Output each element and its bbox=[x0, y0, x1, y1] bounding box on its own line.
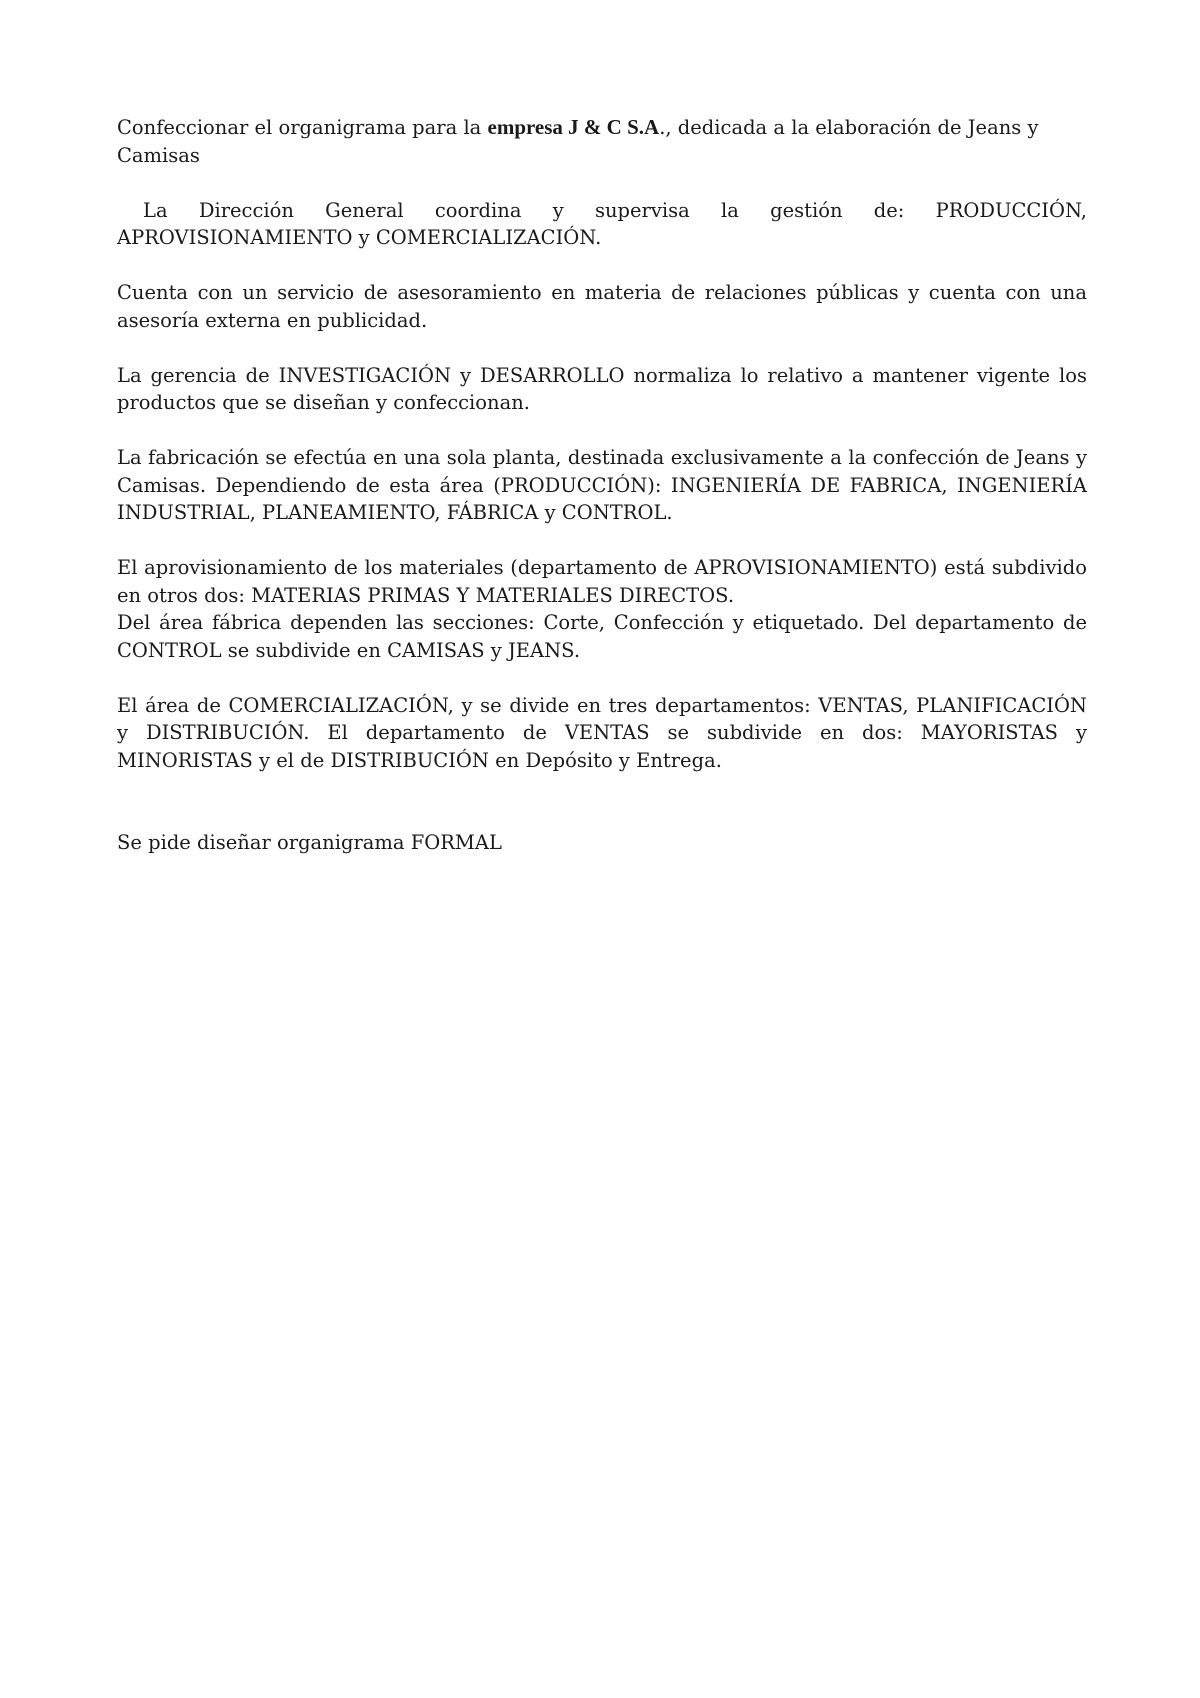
intro-text-post: ., dedicada a la elaboración de Jeans y Camisas bbox=[117, 116, 1039, 167]
paragraph-area-fabrica: Del área fábrica dependen las secciones: Corte, Confección y etiquetado. Del departamento de CONTROL se subdivide en CAMISAS y JEANS. bbox=[117, 611, 1087, 662]
paragraph-investigacion: La gerencia de INVESTIGACIÓN y DESARROLLO normaliza lo relativo a mantener vigente los productos que se diseñan y confeccionan. bbox=[117, 363, 1087, 414]
paragraph-intro bbox=[117, 114, 1087, 169]
paragraph-asesoramiento: Cuenta con un servicio de asesoramiento en materia de relaciones públicas y cuenta con una asesoría externa en publicidad. bbox=[117, 281, 1087, 332]
paragraph-direccion-general: La Dirección General coordina y supervisa la gestión de: PRODUCCIÓN, APROVISIONAMIENTO y COMERCIALIZACIÓN. bbox=[117, 198, 1087, 249]
company-name: empresa J & C S.A bbox=[487, 115, 660, 139]
spacer bbox=[117, 802, 1087, 830]
intro-text-pre: Confeccionar el organigrama para la bbox=[117, 116, 488, 139]
paragraph-comercializacion: El área de COMERCIALIZACIÓN, y se divide en tres departamentos: VENTAS, PLANIFICACIÓN y DISTRIBUCIÓN. El departamento de VENTAS se subdivide en dos: MAYORISTAS y MINORISTAS y el de DISTRIBUCIÓN en Depósito y Entrega. bbox=[117, 693, 1087, 772]
document-page bbox=[117, 114, 1087, 884]
paragraph-fabricacion: La fabricación se efectúa en una sola planta, destinada exclusivamente a la confección de Jeans y Camisas. Dependiendo de esta área (PRODUCCIÓN): INGENIERÍA DE FABRICA, INGENIERÍA INDUSTRIAL, PLANEAMIENTO, FÁBRICA y CONTROL. bbox=[117, 446, 1087, 524]
paragraph-instruccion: Se pide diseñar organigrama FORMAL bbox=[117, 831, 502, 854]
paragraph-aprovisionamiento: El aprovisionamiento de los materiales (departamento de APROVISIONAMIENTO) está subdivido en otros dos: MATERIAS PRIMAS Y MATERIALES DIRECTOS. bbox=[117, 556, 1087, 607]
